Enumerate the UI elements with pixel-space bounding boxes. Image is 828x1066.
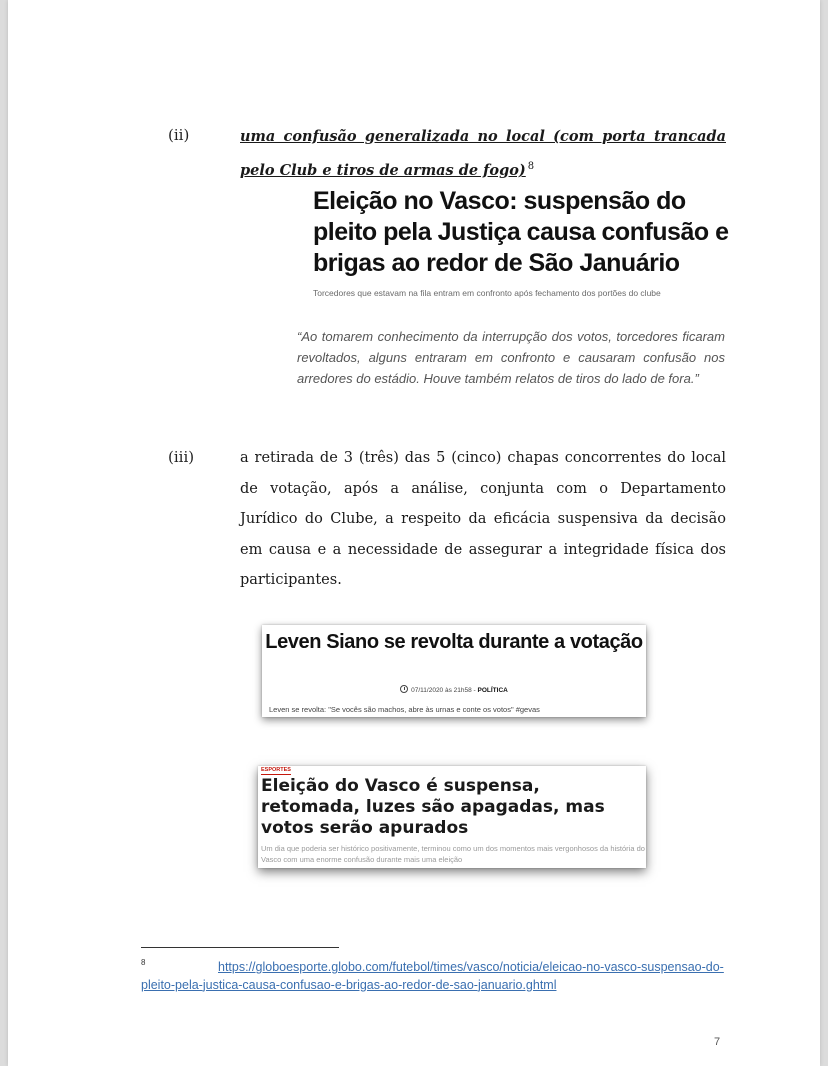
clipping-1-headline: Eleição no Vasco: suspensão do pleito pela Justiça causa confusão e brigas ao redor de São Januário: [313, 187, 729, 277]
clipping-2-caption: Leven se revolta: "Se vocês são machos, abre às urnas e conte os votos" #gevas: [269, 705, 540, 714]
clipping-1-quote: “Ao tomarem conhecimento da interrupção dos votos, torcedores ficaram revoltados, alguns entraram em confronto e causaram confusão nos arredores do estádio. Houve também relatos de tiros do lado de fora.”: [297, 329, 725, 386]
page-number: 7: [714, 1036, 721, 1048]
clipping-3-subheadline: Um dia que poderia ser histórico positivamente, terminou como um dos momentos mais vergonhosos da história do Vasco com uma enorme confusão durante mais uma eleição: [261, 844, 645, 864]
item-number-ii: (ii): [168, 126, 190, 144]
clipping-2-timestamp: 07/11/2020 às 21h58 -: [411, 687, 476, 694]
item-ii-body: uma confusão generalizada no local (com porta trancada pelo Club e tiros de armas de fogo): [240, 128, 726, 179]
item-number-iii: (iii): [168, 448, 195, 466]
clipping-2-meta: [262, 685, 646, 694]
item-ii-text: [240, 122, 726, 186]
clipping-1-subheadline: Torcedores que estavam na fila entram em confronto após fechamento dos portões do clube: [313, 288, 661, 298]
footnote-separator: [141, 947, 339, 948]
document-page: [8, 0, 820, 1066]
clipping-2-headline: Leven Siano se revolta durante a votação: [265, 631, 643, 653]
footnote-number: 8: [141, 958, 146, 967]
footnote-link[interactable]: https://globoesporte.globo.com/futebol/times/vasco/noticia/eleicao-no-vasco-suspensao-do-pleito-pela-justica-causa-confusao-e-brigas-ao-redor-de-sao-januario.ghtml: [141, 960, 724, 992]
clipping-2-screenshot: [262, 625, 646, 717]
clock-icon: [400, 685, 408, 693]
footnote-reference[interactable]: 8: [527, 161, 535, 172]
clipping-2-category: POLÍTICA: [477, 687, 508, 694]
clipping-3-headline: Eleição do Vasco é suspensa, retomada, luzes são apagadas, mas votos serão apurados: [261, 776, 605, 838]
item-iii-text: a retirada de 3 (três) das 5 (cinco) chapas concorrentes do local de votação, após a análise, conjunta com o Departamento Jurídico do Clube, a respeito da eficácia suspensiva da decisão em causa e a necessidade de assegurar a integridade física dos participantes.: [240, 450, 726, 588]
clipping-3-screenshot: [258, 766, 646, 868]
clipping-3-section-label: ESPORTES: [261, 767, 291, 773]
